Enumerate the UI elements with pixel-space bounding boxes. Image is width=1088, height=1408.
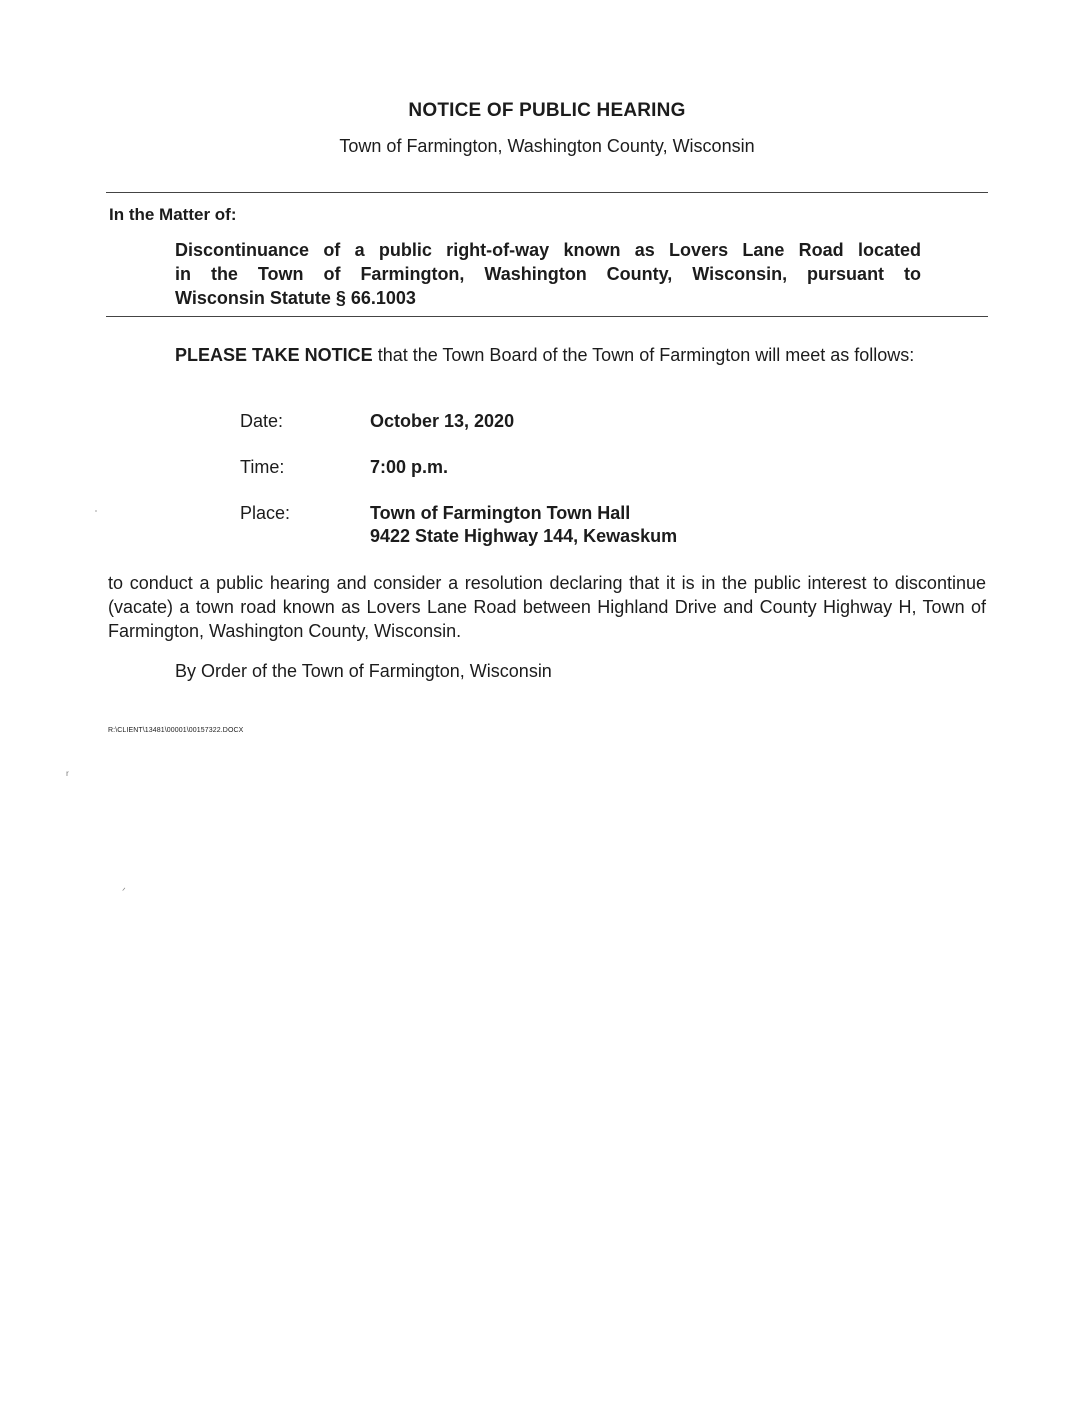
matter-description <box>175 238 921 310</box>
matter-line-1: Discontinuance of a public right-of-way known as Lovers Lane Road located <box>175 240 921 260</box>
scan-speck: ˈ <box>94 508 98 522</box>
date-label: Date: <box>240 411 284 431</box>
scan-speck: ᐟ <box>122 886 126 896</box>
document-title: NOTICE OF PUBLIC HEARING <box>408 100 686 121</box>
matter-line-3: Wisconsin Statute § 66.1003 <box>175 288 416 308</box>
notice-lead: PLEASE TAKE NOTICE <box>175 345 373 365</box>
place-label: Place: <box>240 503 291 523</box>
top-divider <box>106 192 988 193</box>
matter-line-2: in the Town of Farmington, Washington County, Wisconsin, pursuant to <box>175 264 921 284</box>
file-path: R:\CLIENT\13481\00001\00157322.DOCX <box>108 727 244 734</box>
notice-text: that the Town Board of the Town of Farmington will meet as follows: <box>372 345 915 365</box>
bottom-divider <box>106 316 988 317</box>
time-label: Time: <box>240 457 285 477</box>
notice-paragraph <box>108 343 986 367</box>
scan-speck: ʳ <box>66 768 69 782</box>
place-line-2: 9422 State Highway 144, Kewaskum <box>370 526 678 546</box>
place-value <box>370 502 677 548</box>
date-value: October 13, 2020 <box>370 411 515 431</box>
time-value: 7:00 p.m. <box>370 457 449 477</box>
by-order-line: By Order of the Town of Farmington, Wisconsin <box>175 661 552 681</box>
matter-heading: In the Matter of: <box>109 205 237 224</box>
hearing-purpose-paragraph: to conduct a public hearing and consider a resolution declaring that it is in the public interest to discontinue (vacate) a town road known as Lovers Lane Road between Highland Drive and County Highway H, Town of Farmington, Washington County, Wisconsin. <box>108 573 986 641</box>
place-line-1: Town of Farmington Town Hall <box>370 503 631 523</box>
document-subtitle: Town of Farmington, Washington County, Wisconsin <box>339 136 755 156</box>
